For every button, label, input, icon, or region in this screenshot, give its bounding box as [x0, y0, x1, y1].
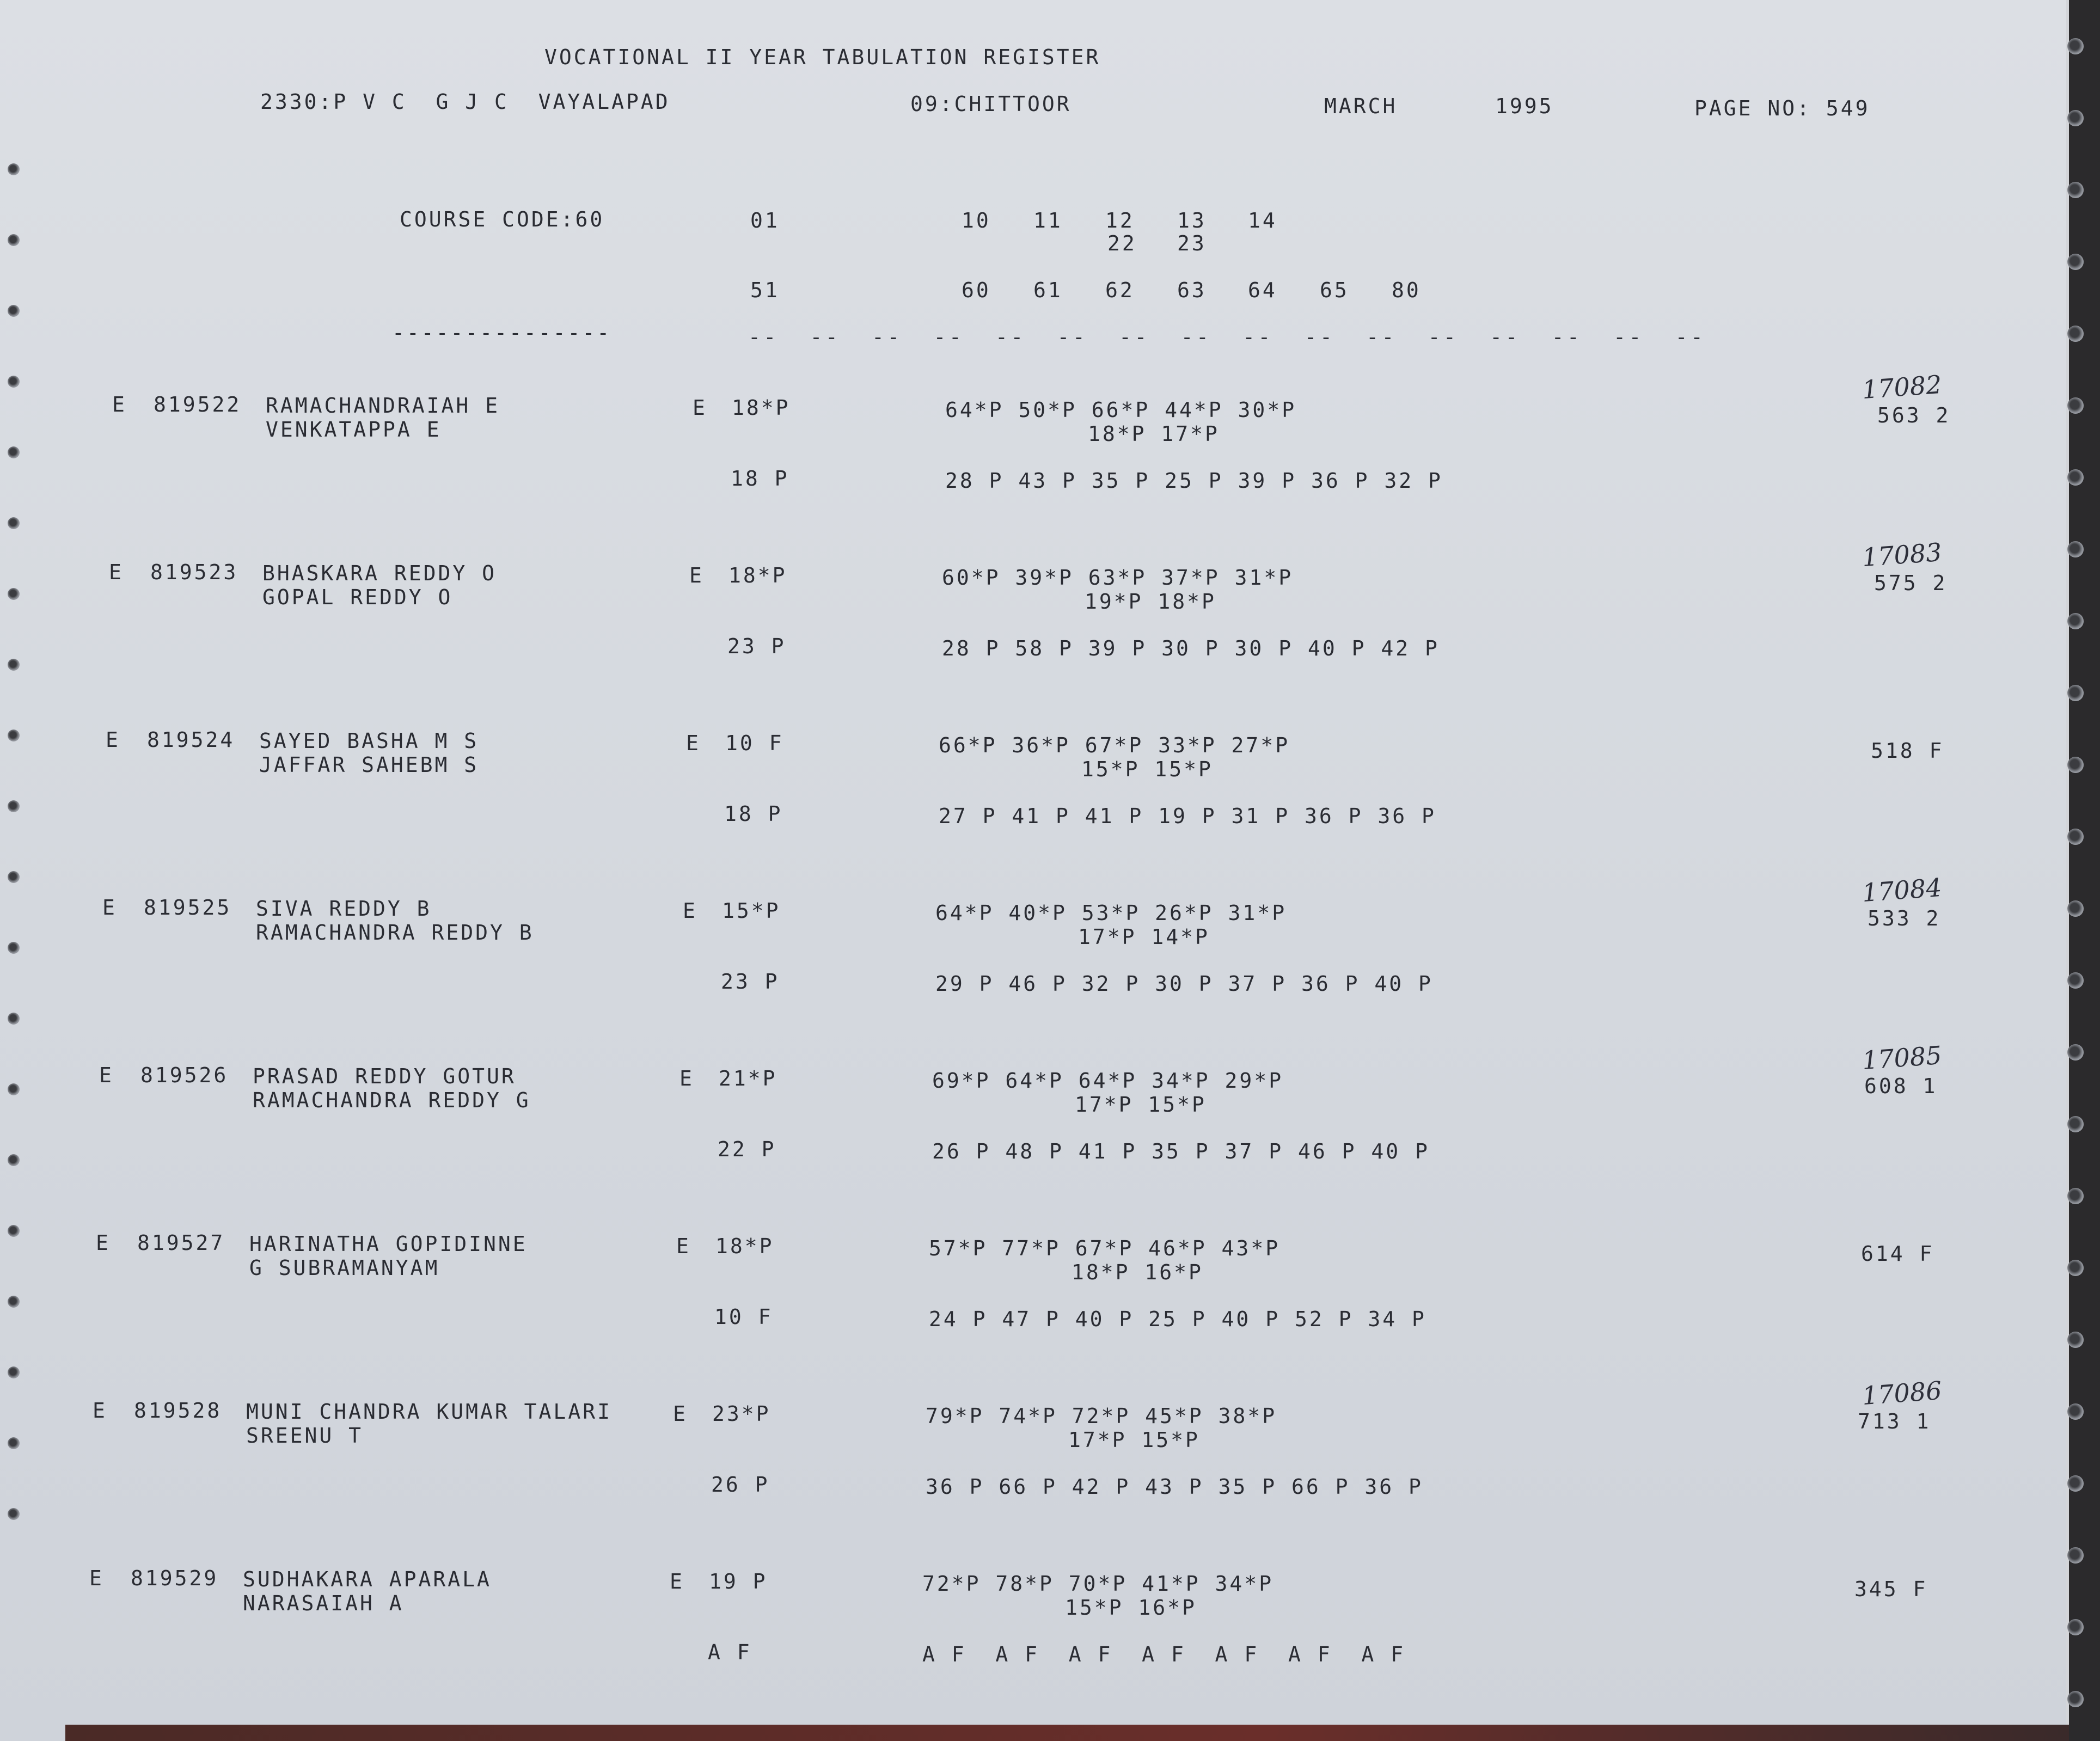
mark-part2-lang: 23 P [727, 634, 786, 658]
mark-part1-lang: 23*P [712, 1402, 771, 1426]
mark-part2-lang: A F [708, 1640, 752, 1664]
total-and-result: 518 F [1871, 739, 1944, 763]
student-record [0, 872, 2066, 1060]
sprocket-hole-right [2067, 829, 2084, 845]
total-and-result: 575 2 [1874, 571, 1948, 595]
total-and-result: 533 2 [1868, 906, 1941, 930]
exam-flag: E [102, 896, 117, 919]
sprocket-hole-right [2067, 900, 2084, 917]
marks-row1-sub: 15*P 16*P [1065, 1596, 1197, 1620]
column-code: 62 [1105, 278, 1135, 302]
roll-number: 819526 [140, 1063, 229, 1087]
column-code: 64 [1248, 278, 1277, 302]
header-rule: --------------- [392, 321, 612, 345]
marks-row1: 57*P 77*P 67*P 46*P 43*P [929, 1236, 1281, 1260]
college-name: 2330:P V C G J C VAYALAPAD [260, 90, 670, 114]
marks-row1-sub: 15*P 15*P [1081, 757, 1213, 781]
sprocket-hole-left [8, 234, 20, 246]
father-name: G SUBRAMANYAM [249, 1256, 440, 1280]
column-code: 11 [1033, 209, 1063, 232]
column-code: 61 [1033, 278, 1063, 302]
exam-flag: E [106, 728, 120, 752]
marks-row1: 64*P 40*P 53*P 26*P 31*P [935, 901, 1287, 925]
mark-part2-lang: 18 P [724, 802, 783, 826]
mark-part2-lang: 10 F [714, 1305, 773, 1329]
student-record [0, 1568, 2066, 1731]
sprocket-hole-left [8, 376, 20, 388]
student-name: SUDHAKARA APARALA [243, 1567, 492, 1591]
student-name: BHASKARA REDDY O [262, 561, 497, 585]
student-name: MUNI CHANDRA KUMAR TALARI [246, 1400, 612, 1424]
marks-row2: 36 P 66 P 42 P 43 P 35 P 66 P 36 P [926, 1475, 1423, 1499]
sprocket-hole-right [2067, 1044, 2084, 1060]
student-record [0, 1233, 2066, 1396]
language-code: E [676, 1234, 691, 1258]
student-record [0, 1375, 2066, 1564]
sprocket-hole-left [8, 163, 20, 175]
sprocket-hole-right [2067, 182, 2084, 198]
marks-row1: 66*P 36*P 67*P 33*P 27*P [939, 733, 1290, 757]
marks-row1-sub: 18*P 16*P [1072, 1260, 1203, 1284]
marks-row2: 27 P 41 P 41 P 19 P 31 P 36 P 36 P [939, 804, 1436, 828]
handwritten-serial: 17082 [1861, 369, 1943, 405]
marks-row1: 60*P 39*P 63*P 37*P 31*P [942, 566, 1294, 590]
language-code: E [693, 396, 707, 420]
language-code: E [683, 899, 697, 923]
column-code: 01 [750, 209, 780, 232]
column-code: 51 [750, 278, 780, 302]
sprocket-hole-right [2067, 38, 2084, 54]
father-name: GOPAL REDDY O [262, 585, 453, 609]
total-and-result: 563 2 [1877, 403, 1951, 427]
sprocket-hole-left [8, 305, 20, 317]
column-code: 60 [962, 278, 991, 302]
student-record [0, 369, 2066, 557]
column-code: 63 [1177, 278, 1207, 302]
marks-row1-sub: 19*P 18*P [1085, 590, 1216, 614]
total-and-result: 608 1 [1864, 1074, 1938, 1098]
sprocket-hole-right [2067, 1547, 2084, 1564]
marks-row1: 72*P 78*P 70*P 41*P 34*P [922, 1572, 1274, 1596]
register-title: VOCATIONAL II YEAR TABULATION REGISTER [544, 45, 1101, 69]
father-name: VENKATAPPA E [266, 418, 442, 442]
exam-year: 1995 [1495, 94, 1554, 118]
sprocket-hole-right [2067, 254, 2084, 270]
language-code: E [679, 1066, 694, 1090]
sprocket-hole-right [2067, 685, 2084, 701]
sprocket-hole-right [2067, 1332, 2084, 1348]
marks-row2: 28 P 58 P 39 P 30 P 30 P 40 P 42 P [942, 636, 1440, 660]
father-name: NARASAIAH A [243, 1591, 404, 1615]
father-name: RAMACHANDRA REDDY B [256, 921, 534, 945]
column-code-sub: 22 [1107, 231, 1137, 255]
student-record [0, 729, 2066, 893]
marks-row1: 69*P 64*P 64*P 34*P 29*P [932, 1069, 1284, 1093]
exam-flag: E [109, 560, 124, 584]
mark-part2-lang: 18 P [731, 467, 789, 491]
district-name: 09:CHITTOOR [910, 92, 1072, 116]
exam-flag: E [112, 393, 127, 416]
father-name: JAFFAR SAHEBM S [259, 753, 479, 777]
roll-number: 819525 [144, 896, 232, 919]
sprocket-hole-right [2067, 397, 2084, 414]
sprocket-hole-right [2067, 613, 2084, 629]
sprocket-hole-right [2067, 1475, 2084, 1492]
sprocket-hole-right [2067, 1619, 2084, 1635]
total-and-result: 614 F [1861, 1242, 1934, 1266]
roll-number: 819527 [137, 1231, 225, 1255]
sprocket-hole-right [2067, 757, 2084, 773]
sprocket-hole-right [2067, 972, 2084, 989]
total-and-result: 345 F [1854, 1577, 1928, 1601]
roll-number: 819523 [150, 560, 238, 584]
roll-number: 819522 [154, 393, 242, 416]
student-name: PRASAD REDDY GOTUR [253, 1064, 516, 1088]
sprocket-hole-right [2067, 1260, 2084, 1276]
handwritten-serial: 17085 [1861, 1040, 1943, 1076]
sprocket-hole-right [2067, 326, 2084, 342]
language-code: E [673, 1402, 688, 1426]
total-and-result: 713 1 [1858, 1409, 1931, 1433]
sprocket-hole-right [2067, 1403, 2084, 1420]
marks-row1-sub: 18*P 17*P [1088, 422, 1220, 446]
mark-part2-lang: 22 P [718, 1137, 776, 1161]
father-name: RAMACHANDRA REDDY G [253, 1088, 531, 1112]
language-code: E [686, 731, 701, 755]
sprocket-hole-right [2067, 541, 2084, 557]
marks-row1: 79*P 74*P 72*P 45*P 38*P [926, 1404, 1277, 1428]
mark-part1-lang: 10 F [725, 731, 784, 755]
student-record [0, 1040, 2066, 1228]
language-code: E [689, 563, 704, 587]
exam-month: MARCH [1324, 94, 1398, 118]
mark-part1-lang: 18*P [728, 563, 787, 587]
sprocket-hole-right [2067, 469, 2084, 486]
marks-row1-sub: 17*P 14*P [1078, 925, 1210, 949]
column-code: 14 [1248, 209, 1277, 232]
exam-flag: E [96, 1231, 111, 1255]
student-name: RAMACHANDRAIAH E [266, 394, 500, 418]
student-name: SAYED BASHA M S [259, 729, 479, 753]
mark-part1-lang: 18*P [715, 1234, 774, 1258]
column-dashes: -- -- -- -- -- -- -- -- -- -- -- -- -- -- -- -- [748, 325, 1706, 349]
handwritten-serial: 17086 [1861, 1375, 1943, 1411]
roll-number: 819529 [131, 1566, 219, 1590]
course-code: COURSE CODE:60 [400, 207, 605, 231]
handwritten-serial: 17084 [1861, 872, 1943, 908]
column-code: 80 [1392, 278, 1421, 302]
mark-part1-lang: 21*P [719, 1066, 777, 1090]
marks-row2: 28 P 43 P 35 P 25 P 39 P 36 P 32 P [945, 469, 1443, 493]
mark-part1-lang: 19 P [709, 1570, 768, 1593]
column-code: 12 [1105, 209, 1135, 232]
handwritten-serial: 17083 [1861, 537, 1943, 573]
sprocket-hole-right [2067, 1188, 2084, 1204]
student-name: SIVA REDDY B [256, 897, 432, 921]
mark-part1-lang: 18*P [732, 396, 791, 420]
roll-number: 819528 [134, 1399, 222, 1423]
column-code-sub: 23 [1177, 231, 1207, 255]
student-name: HARINATHA GOPIDINNE [249, 1232, 528, 1256]
sprocket-hole-right [2067, 1116, 2084, 1132]
marks-row1: 64*P 50*P 66*P 44*P 30*P [945, 398, 1297, 422]
page-number: PAGE NO: 549 [1694, 96, 1870, 120]
student-record [0, 537, 2066, 725]
marks-row2: 26 P 48 P 41 P 35 P 37 P 46 P 40 P [932, 1139, 1430, 1163]
marks-row1-sub: 17*P 15*P [1068, 1428, 1200, 1452]
exam-flag: E [99, 1063, 114, 1087]
exam-flag: E [93, 1399, 107, 1423]
sprocket-hole-right [2067, 110, 2084, 126]
sprocket-hole-right [2067, 1691, 2084, 1707]
mark-part2-lang: 26 P [711, 1473, 770, 1497]
mark-part2-lang: 23 P [721, 970, 780, 994]
column-code: 13 [1177, 209, 1207, 232]
roll-number: 819524 [147, 728, 235, 752]
marks-row2: A F A F A F A F A F A F A F [922, 1642, 1405, 1666]
column-code: 65 [1320, 278, 1349, 302]
exam-flag: E [89, 1566, 104, 1590]
marks-row2: 24 P 47 P 40 P 25 P 40 P 52 P 34 P [929, 1307, 1426, 1331]
column-code: 10 [962, 209, 991, 232]
marks-row2: 29 P 46 P 32 P 30 P 37 P 36 P 40 P [935, 972, 1433, 996]
marks-row1-sub: 17*P 15*P [1075, 1093, 1207, 1117]
father-name: SREENU T [246, 1424, 364, 1448]
mark-part1-lang: 15*P [722, 899, 781, 923]
language-code: E [670, 1570, 684, 1593]
